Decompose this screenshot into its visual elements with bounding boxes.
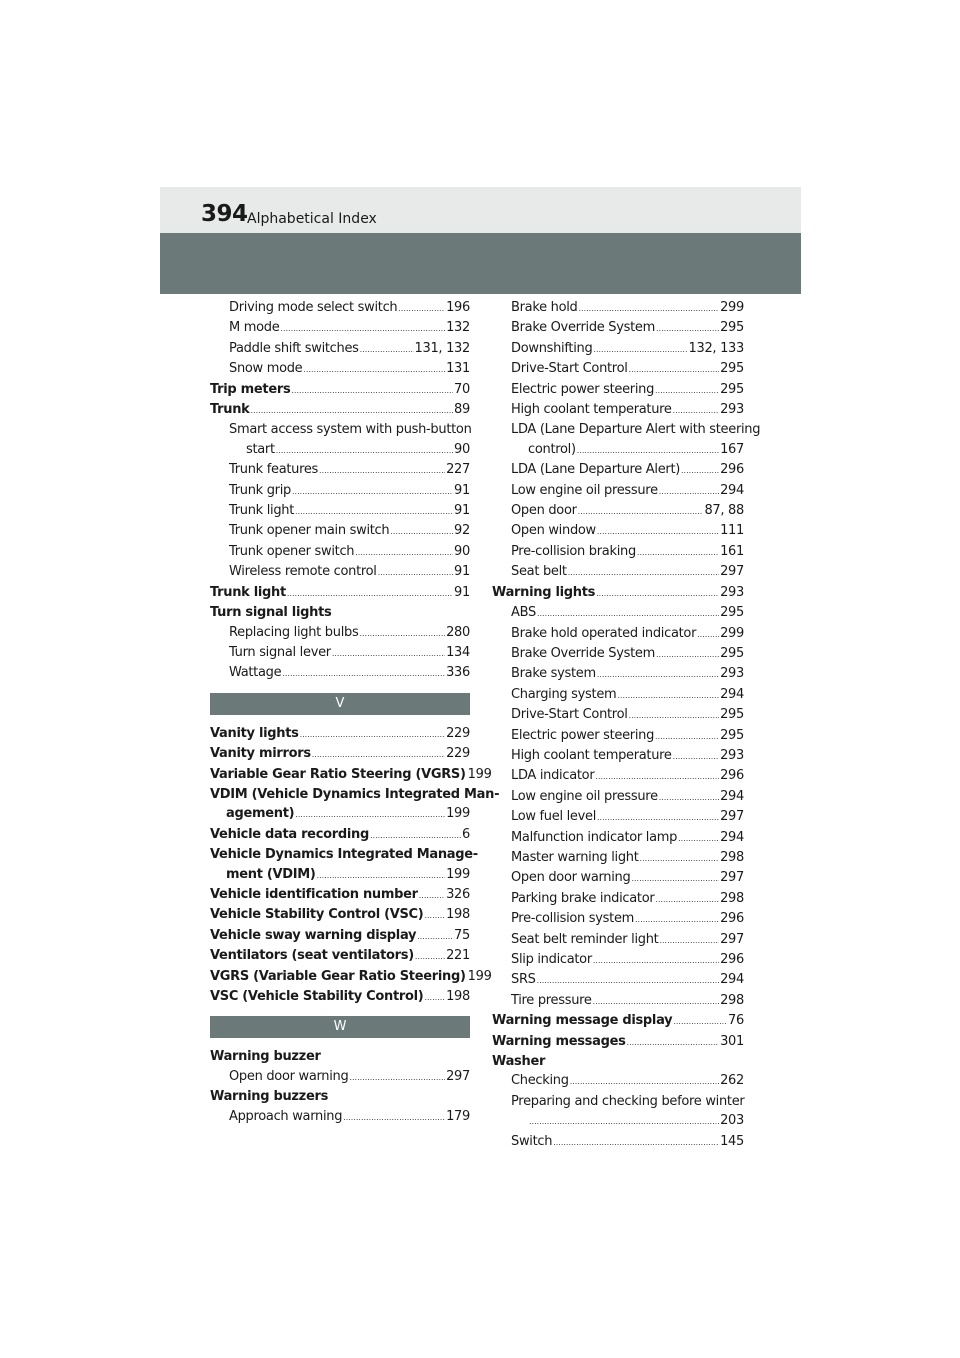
dot-leader [640,849,720,868]
index-page-reference: 91 [454,482,470,498]
dot-leader [597,808,719,827]
index-entry-term: Wattage [229,665,282,681]
index-entry-term: Replacing light bulbs [229,624,359,640]
index-entry-term: Brake Override System [511,645,655,661]
index-page-reference: 294 [720,788,744,804]
index-entry-term: Vehicle data recording [210,826,369,842]
index-entry-term: Brake Override System [511,320,655,336]
index-page-reference: 229 [446,746,470,762]
index-entry-term: Master warning light [511,849,639,865]
index-page-reference: 229 [446,725,470,741]
dot-leader [678,829,719,848]
index-entry-term: Trunk grip [229,482,291,498]
index-entry-term: Warning lights [492,584,596,600]
index-page-reference: 161 [720,543,744,559]
index-page-reference: 199 [446,866,470,882]
dot-leader [597,665,719,684]
index-entry [210,765,492,785]
index-entry-heading: Preparing and checking before winter [511,1093,745,1109]
index-entry [210,724,470,744]
index-entry [210,542,470,562]
dot-leader [578,502,704,521]
index-entry-heading: VDIM (Vehicle Dynamics Integrated Man- [210,786,500,802]
index-entry-term: LDA (Lane Departure Alert) [511,462,681,478]
index-entry [210,663,470,683]
index-entry [492,318,744,338]
dot-leader [577,441,719,460]
index-entry-term: Pre-collision system [511,911,635,927]
index-page-reference: 199 [467,766,492,782]
index-entry-term: M mode [229,320,280,336]
index-entry [210,1067,470,1087]
index-page-reference: 295 [720,605,744,621]
index-entry [210,967,492,987]
index-page-reference: 296 [720,768,744,784]
index-entry-term: Driving mode select switch [229,300,398,315]
dot-leader [656,319,719,338]
index-entry-term: Ventilators (seat ventilators) [210,948,414,964]
dot-leader [629,360,720,379]
index-page-reference: 90 [454,441,470,457]
index-entry [210,339,470,359]
index-page-reference: 145 [720,1133,744,1149]
index-page-reference: 132, 133 [688,340,744,356]
index-entry [492,583,744,603]
dot-leader [655,381,719,400]
index-entry [210,946,470,966]
index-entry-term: VGRS (Variable Gear Ratio Steering) [210,968,466,984]
index-entry [210,440,470,460]
index-entry [210,623,470,643]
index-page-reference: 299 [720,625,744,641]
index-entry-term: Warning messages [492,1033,626,1049]
index-entry [492,298,744,318]
dot-leader [295,502,453,521]
index-page-reference: 111 [720,523,744,539]
index-entry [492,400,744,420]
index-entry-heading: Turn signal lights [210,605,332,621]
index-entry-term: Seat belt [511,564,567,580]
dot-leader [537,971,719,990]
dot-leader [593,992,719,1011]
index-entry-heading: Warning buzzers [210,1089,329,1105]
index-page-reference: 91 [454,503,470,519]
index-page-reference: 262 [720,1073,744,1089]
index-page-reference: 294 [720,972,744,988]
index-entry [492,1132,744,1152]
dot-leader [637,543,719,562]
index-letter-heading: W [210,1016,470,1038]
dot-leader [378,563,453,582]
index-entry [210,885,470,905]
index-entry [492,828,744,848]
index-page-reference: 298 [720,890,744,906]
index-column-right [492,298,761,1152]
dot-leader [597,522,719,541]
dot-leader [312,745,445,764]
index-entry [492,1032,744,1052]
index-page-reference: 301 [720,1033,744,1049]
index-entry [492,562,744,582]
index-entry-term: Brake hold operated indicator [511,625,697,641]
index-entry [492,685,744,705]
index-entry [492,521,744,541]
index-page-reference: 326 [446,886,470,902]
index-entry [210,359,470,379]
index-entry-term: SRS [511,972,536,988]
dot-leader [659,788,719,807]
index-entry [492,339,744,359]
index-page-reference: 196 [446,300,470,315]
index-page-reference: 221 [446,948,470,964]
index-page-reference: 227 [446,462,470,478]
dot-leader [529,1112,719,1131]
index-entry [210,400,470,420]
index-entry [210,380,470,400]
index-page-reference: 294 [720,482,744,498]
index-entry [492,644,744,664]
index-page-reference: 298 [720,849,744,865]
index-page-reference: 75 [454,927,470,943]
index-entry [492,848,744,868]
index-entry-term: Tire pressure [511,992,592,1008]
index-entry-heading: Warning buzzer [210,1049,321,1065]
index-entry [492,970,744,990]
index-entry [210,562,470,582]
index-entry-term: Trunk features [229,462,319,478]
index-entry [492,766,744,786]
dot-leader [295,805,445,824]
index-entry-term: Electric power steering [511,727,655,743]
index-letter-heading: V [210,693,470,715]
dot-leader [287,584,453,603]
index-entry-heading: Smart access system with push-button [229,422,472,438]
index-entry [492,807,744,827]
dot-leader [276,441,453,460]
dot-leader [537,604,719,623]
index-entry-term: Trunk light [210,584,286,600]
index-entry-term: start [246,441,275,457]
index-entry-term: Brake system [511,666,596,682]
index-page-reference: 89 [454,402,470,418]
index-entry [492,1071,744,1091]
index-page-reference: 198 [446,907,470,923]
index-entry-term: ABS [511,605,536,621]
index-column-left [210,298,500,1127]
index-page-reference: 297 [720,564,744,580]
index-entry-term: Turn signal lever [229,644,331,660]
index-entry [492,787,744,807]
index-page-reference: 295 [720,361,744,377]
index-entry-heading: Washer [492,1054,546,1070]
dot-leader [659,482,719,501]
index-page-reference: 294 [720,829,744,845]
index-entry-term: LDA indicator [511,768,595,784]
dot-leader [673,401,719,420]
index-entry-term: control) [528,441,576,457]
index-page-reference: 297 [720,870,744,886]
index-entry [210,744,470,764]
dot-leader [398,299,445,318]
index-entry-term: Approach warning [229,1108,343,1124]
dot-leader [629,706,720,725]
index-entry [492,930,744,950]
dot-leader [627,1033,720,1052]
index-page-reference: 199 [467,968,492,984]
index-entry [210,298,470,318]
index-page-reference: 134 [446,644,470,660]
dot-leader [415,947,445,966]
dot-leader [317,866,446,885]
dot-leader [593,340,687,359]
index-page-reference: 203 [720,1113,744,1129]
index-entry-term: Open door [511,503,577,519]
index-entry-term: Electric power steering [511,381,655,397]
dot-leader [419,886,445,905]
dot-leader [332,644,445,663]
index-page-reference: 91 [454,564,470,580]
index-entry [492,501,744,521]
dot-leader [656,645,719,664]
dot-leader [681,461,719,480]
dot-leader [635,910,719,929]
index-entry-term: Charging system [511,686,617,702]
index-entry-term: Malfunction indicator lamp [511,829,678,845]
dot-leader [568,563,719,582]
index-page-reference: 293 [720,666,744,682]
index-page-reference: 295 [720,645,744,661]
index-page-reference: 297 [720,809,744,825]
index-entry [210,825,470,845]
index-entry [210,501,470,521]
index-entry-term: Low fuel level [511,809,597,825]
dot-leader [673,747,719,766]
index-page-reference: 295 [720,381,744,397]
index-entry-term: High coolant temperature [511,747,672,763]
dot-leader [343,1108,445,1127]
index-page-reference: 294 [720,686,744,702]
index-entry [210,583,470,603]
index-entry-term: Drive-Start Control [511,707,628,723]
index-page-reference: 336 [446,665,470,681]
index-page-reference: 296 [720,462,744,478]
index-page-reference: 179 [446,1108,470,1124]
index-page-reference: 90 [454,543,470,559]
index-entry-term: Vanity mirrors [210,746,311,762]
index-entry [210,905,470,925]
index-entry [492,1111,744,1131]
index-entry [210,460,470,480]
index-entry-term: Slip indicator [511,952,592,967]
dot-leader [360,340,414,359]
dot-leader [596,584,719,603]
index-entry [210,643,470,663]
index-entry [492,950,744,970]
index-entry [492,705,744,725]
index-entry-term: Low engine oil pressure [511,482,658,498]
index-entry-term: Variable Gear Ratio Steering (VGRS) [210,766,466,782]
index-entry-heading: Vehicle Dynamics Integrated Manage- [210,847,478,863]
index-entry-term: Brake hold [511,300,578,315]
index-entry-term: Trip meters [210,381,291,397]
index-entry-term: Switch [511,1133,553,1149]
index-page-reference: 293 [720,584,744,600]
index-entry [210,926,470,946]
index-entry [210,865,470,885]
index-entry-term: Open door warning [511,870,631,886]
dot-leader [349,1068,445,1087]
index-entry [210,804,470,824]
index-entry-term: Downshifting [511,340,593,356]
index-page-reference: 131, 132 [414,340,470,356]
dot-leader [251,401,454,420]
index-entry [492,868,744,888]
index-page-reference: 298 [720,992,744,1008]
index-page-reference: 297 [446,1068,470,1084]
dot-leader [292,482,453,501]
index-page-reference: 6 [462,826,470,842]
index-page-reference: 293 [720,747,744,763]
index-page-reference: 295 [720,320,744,336]
index-entry-term: Open window [511,523,596,539]
index-entry [492,542,744,562]
dot-leader [553,1133,719,1152]
index-entry-term: Vehicle sway warning display [210,927,417,943]
index-entry [492,1011,744,1031]
index-entry-term: VSC (Vehicle Stability Control) [210,989,424,1004]
index-entry-term: Warning message display [492,1013,673,1029]
index-entry [210,987,470,1007]
index-page-reference: 295 [720,727,744,743]
decorative-band [160,233,801,294]
section-title: Alphabetical Index [247,211,377,227]
index-entry-term: Low engine oil pressure [511,788,658,804]
index-page-reference: 296 [720,952,744,967]
dot-leader [424,988,445,1007]
index-page-reference: 87, 88 [704,503,744,519]
dot-leader [390,522,453,541]
index-entry-term: Vehicle identification number [210,886,418,902]
dot-leader [673,1012,727,1031]
index-entry [492,481,744,501]
index-entry-term: Wireless remote control [229,564,377,580]
index-page-reference: 167 [720,441,744,457]
index-entry [492,726,744,746]
index-entry-term: Parking brake indicator [511,890,655,906]
index-entry [492,746,744,766]
dot-leader [291,381,453,400]
index-page-reference: 199 [446,806,470,822]
dot-leader [370,826,461,845]
index-entry-term: Pre-collision braking [511,543,636,559]
dot-leader [280,319,445,338]
dot-leader [655,890,719,909]
index-entry-term: Checking [511,1073,569,1089]
index-entry-term: Trunk opener main switch [229,523,390,539]
index-entry-term: ment (VDIM) [226,866,316,882]
index-entry-term: High coolant temperature [511,402,672,418]
index-entry [492,991,744,1011]
dot-leader [593,951,719,970]
index-page-reference: 70 [454,381,470,397]
index-page-reference: 198 [446,989,470,1004]
index-entry-heading: LDA (Lane Departure Alert with steering [511,422,761,438]
dot-leader [659,931,719,950]
dot-leader [300,725,446,744]
index-page-reference: 76 [728,1013,744,1029]
index-entry [210,1107,470,1127]
index-entry [492,359,744,379]
dot-leader [282,664,445,683]
index-entry-term: Seat belt reminder light [511,931,659,947]
index-page-reference: 91 [454,584,470,600]
index-entry [492,440,744,460]
index-entry [492,603,744,623]
dot-leader [424,906,445,925]
index-entry [492,889,744,909]
index-entry-term: agement) [226,806,295,822]
index-page-reference: 132 [446,320,470,336]
dot-leader [595,767,719,786]
index-entry [210,318,470,338]
dot-leader [697,625,719,644]
index-entry [210,521,470,541]
index-page-reference: 293 [720,402,744,418]
dot-leader [617,686,719,705]
dot-leader [319,461,445,480]
dot-leader [355,543,453,562]
index-entry-term: Drive-Start Control [511,361,628,377]
index-entry-term: Trunk [210,402,250,418]
dot-leader [417,927,453,946]
index-page-reference: 297 [720,931,744,947]
index-page-reference: 296 [720,911,744,927]
index-entry [210,481,470,501]
index-page-reference: 131 [446,361,470,377]
page-number: 394 [201,201,248,227]
dot-leader [631,869,719,888]
index-entry [492,664,744,684]
dot-leader [570,1072,719,1091]
index-page-reference: 299 [720,300,744,315]
dot-leader [655,727,719,746]
index-page-reference: 92 [454,523,470,539]
dot-leader [578,299,719,318]
dot-leader [359,624,445,643]
index-entry-term: Trunk opener switch [229,543,355,559]
index-entry [492,909,744,929]
index-entry-term: Vehicle Stability Control (VSC) [210,907,424,923]
index-entry [492,460,744,480]
dot-leader [303,360,445,379]
index-entry-term: Open door warning [229,1068,349,1084]
index-entry-term: Vanity lights [210,725,299,741]
index-entry-term: Trunk light [229,503,295,519]
index-entry-term: Snow mode [229,361,303,377]
index-entry [492,624,744,644]
index-entry-term: Paddle shift switches [229,340,359,356]
index-page-reference: 295 [720,707,744,723]
index-page-reference: 280 [446,624,470,640]
index-entry [492,380,744,400]
